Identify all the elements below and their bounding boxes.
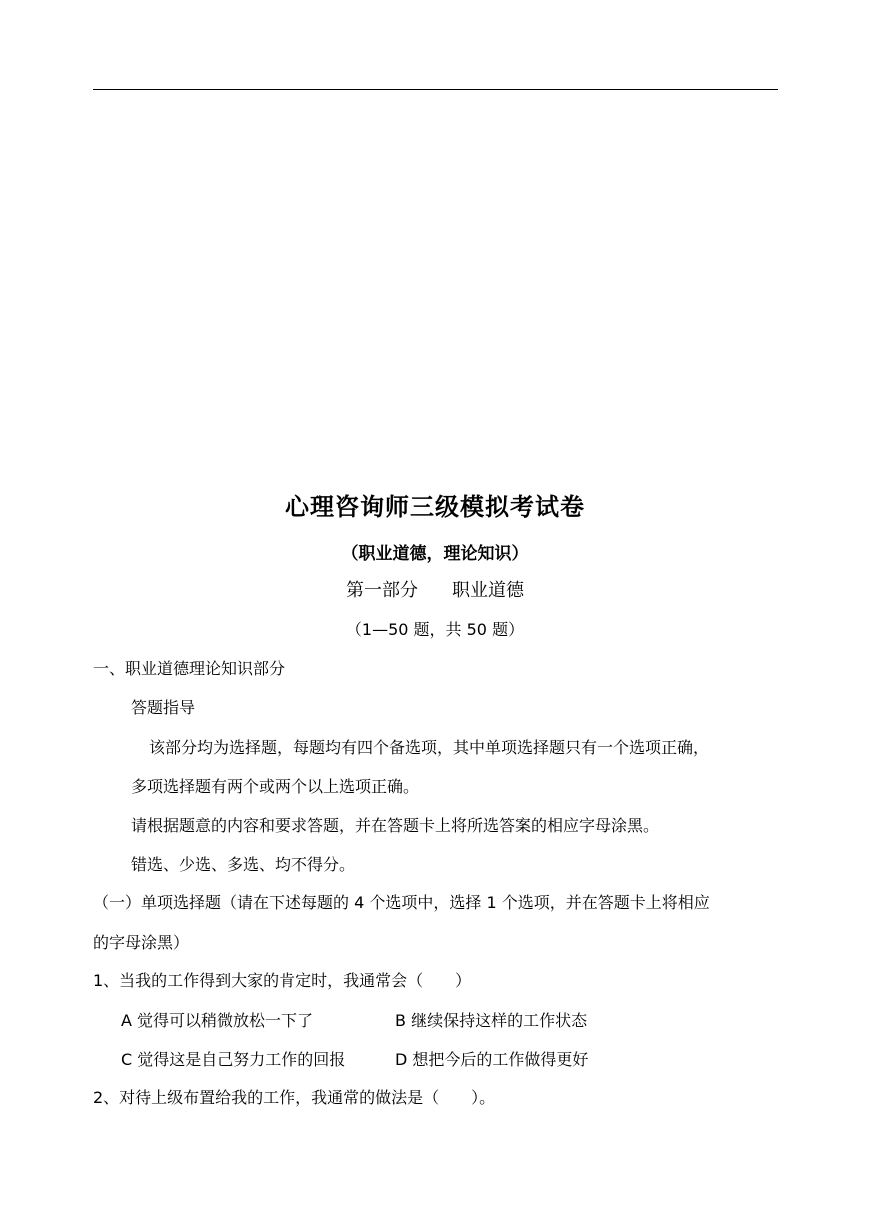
guide-paragraph-2: 请根据题意的内容和要求答题，并在答题卡上将所选答案的相应字母涂黑。 <box>131 816 660 835</box>
question-1-option-c: C 觉得这是自己努力工作的回报 <box>121 1050 346 1069</box>
question-1-option-b: B 继续保持这样的工作状态 <box>395 1011 588 1030</box>
part-name: 职业道德 <box>452 580 524 601</box>
question-1-option-a: A 觉得可以稍微放松一下了 <box>121 1011 314 1030</box>
part-label: 第一部分 <box>346 580 418 601</box>
guide-paragraph-1b: 多项选择题有两个或两个以上选项正确。 <box>131 777 420 796</box>
question-range: （1—50 题，共 50 题） <box>345 620 525 639</box>
section-heading: 一、职业道德理论知识部分 <box>93 659 286 678</box>
question-1: 1、当我的工作得到大家的肯定时，我通常会（ ） <box>93 971 472 990</box>
subsection-heading-line1: （一）单项选择题（请在下述每题的 4 个选项中，选择 1 个选项，并在答题卡上将相应 <box>93 893 710 912</box>
guide-heading: 答题指导 <box>131 698 196 717</box>
guide-paragraph-1a: 该部分均为选择题，每题均有四个备选项，其中单项选择题只有一个选项正确， <box>149 738 710 757</box>
part-heading <box>0 576 870 602</box>
subsection-heading-line2: 的字母涂黑） <box>93 933 190 952</box>
question-1-option-d: D 想把今后的工作做得更好 <box>395 1050 589 1069</box>
header-rule <box>93 89 778 90</box>
guide-paragraph-3: 错选、少选、多选、均不得分。 <box>131 855 356 874</box>
page-subtitle: （职业道德，理论知识） <box>341 544 529 564</box>
question-2: 2、对待上级布置给我的工作，我通常的做法是（ ）。 <box>93 1088 496 1107</box>
page-title: 心理咨询师三级模拟考试卷 <box>285 492 585 521</box>
